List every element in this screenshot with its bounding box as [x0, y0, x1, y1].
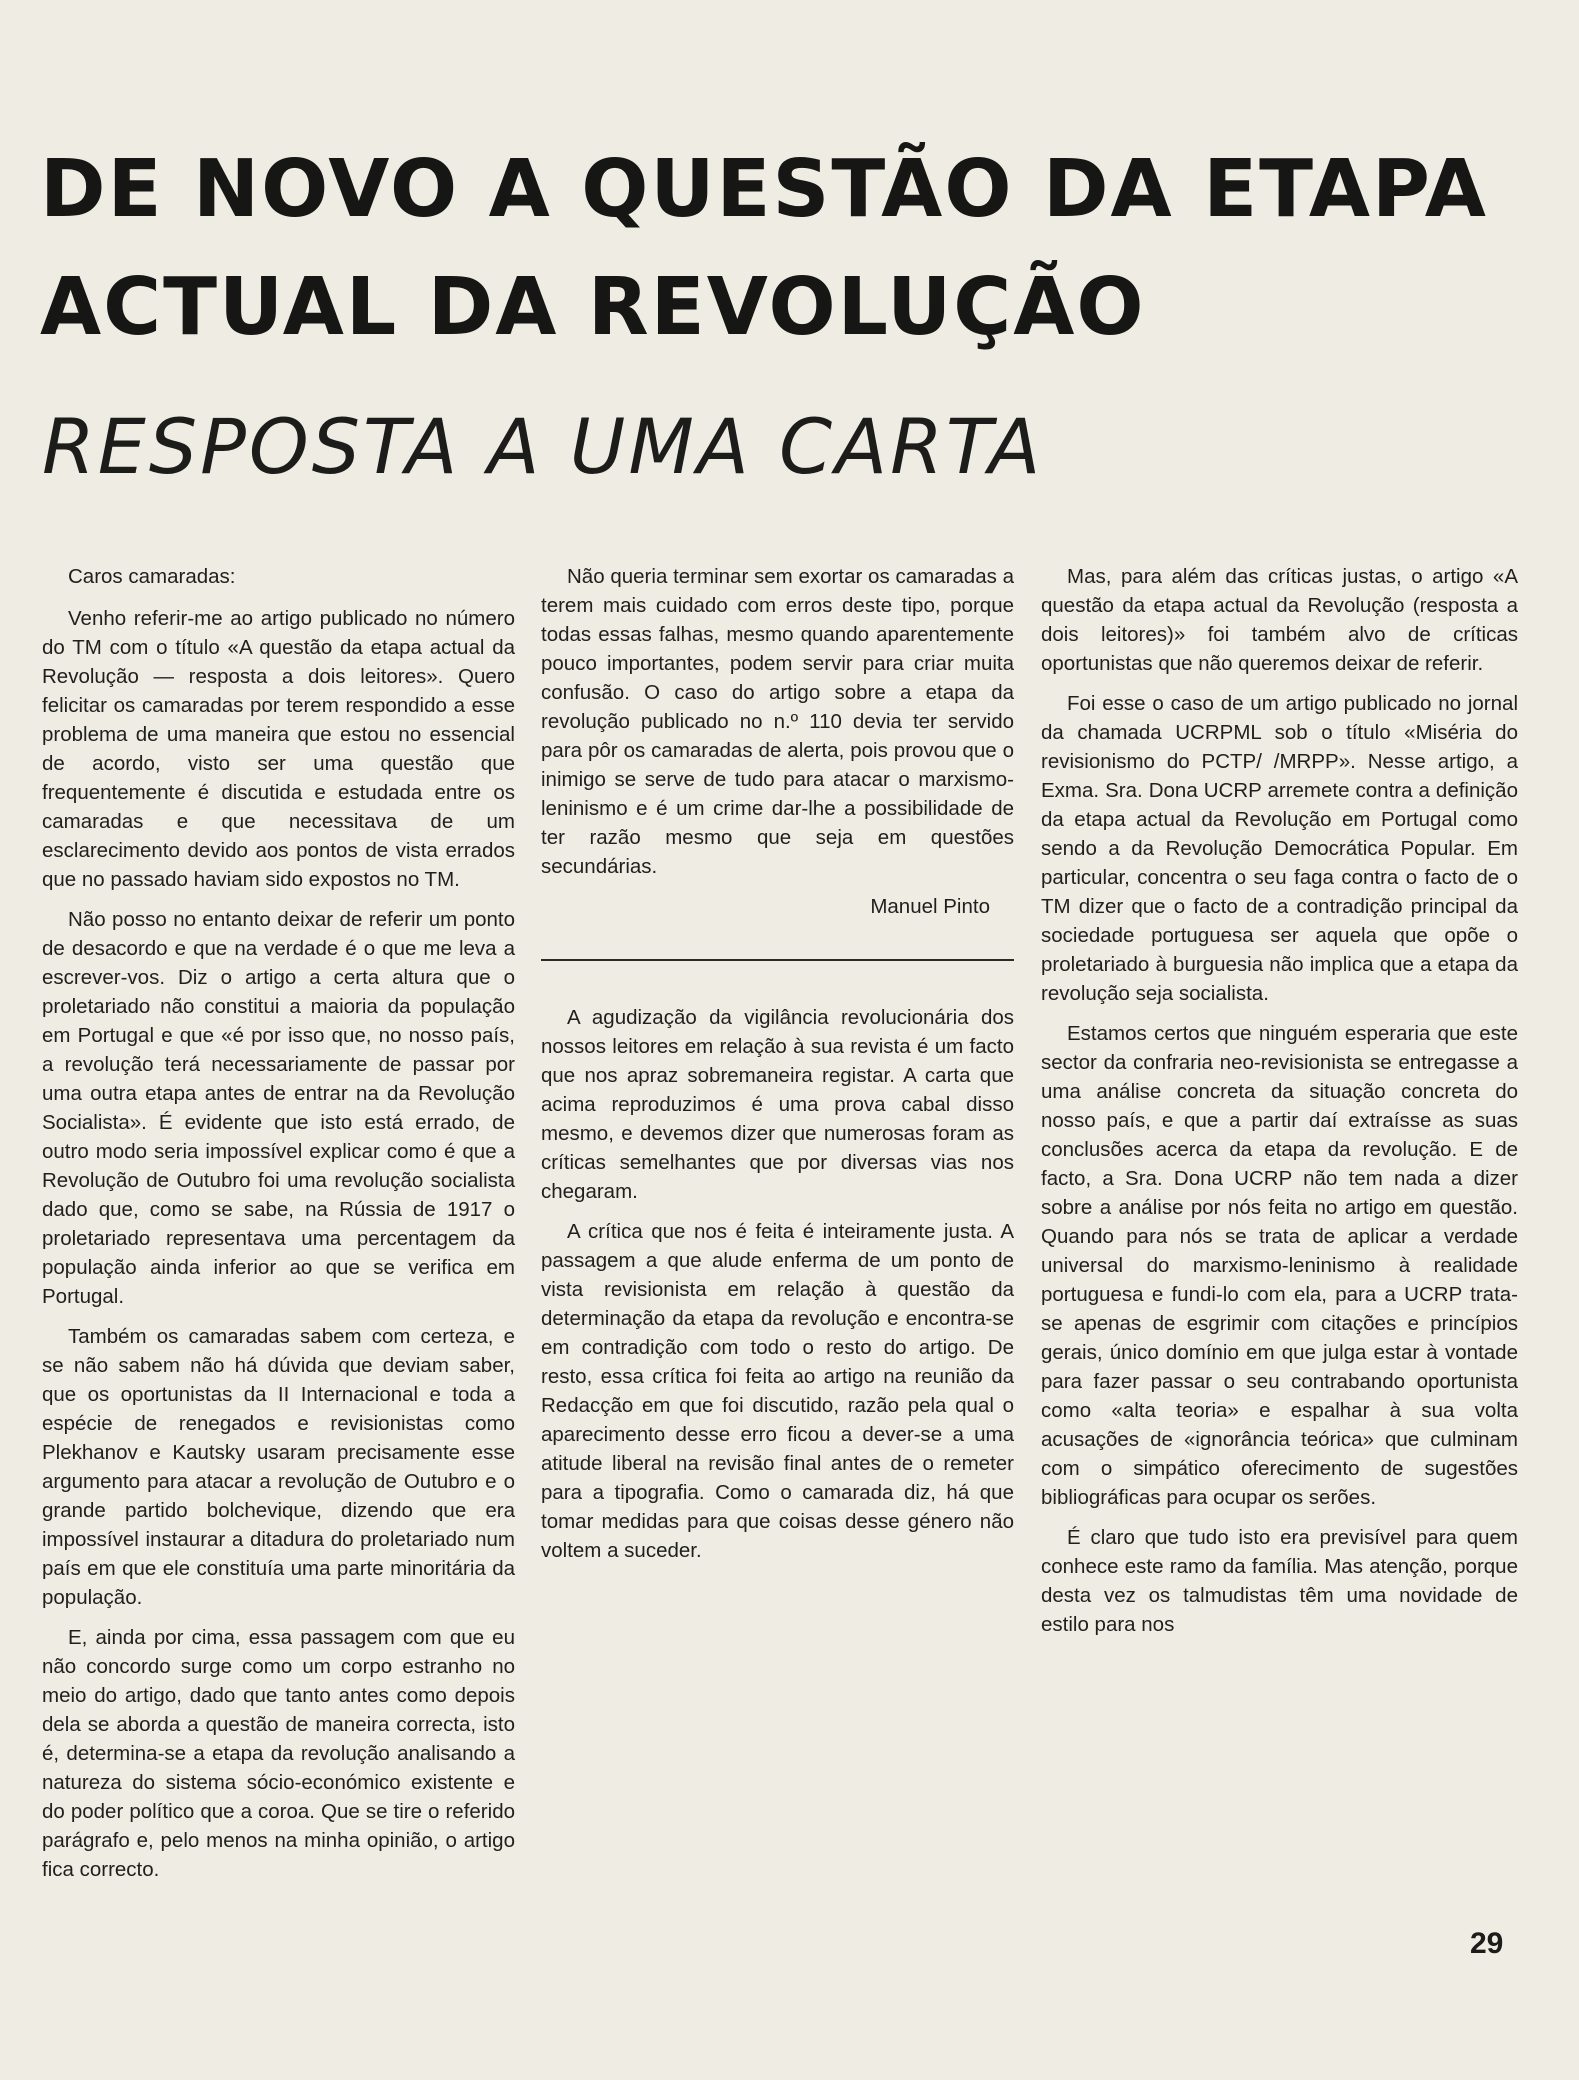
text-column-3: [1041, 562, 1518, 1650]
text-column-2: [541, 562, 1014, 1576]
letter-salutation: Caros camaradas:: [68, 565, 236, 588]
reply-paragraph-1: A agudização da vigilância revolucionária dos nossos leitores em relação à sua revista é um facto que nos apraz sobremaneira registar. A carta que acima reproduzimos é uma prova cabal disso mesmo, e devemos dizer que numerosas foram as críticas semelhantes que por diversas vias nos chegaram.: [541, 1006, 1014, 1203]
letter-paragraph-4: E, ainda por cima, essa passagem com que eu não concordo surge como um corpo estranho no meio do artigo, dado que tanto antes como depois dela se aborda a questão de maneira correcta, isto é, determina-se a etapa da revolução analisando a natureza do sistema sócio-económico existente e do poder político que a coroa. Que se tire o referido parágrafo e, pelo menos na minha opinião, o artigo fica correcto.: [42, 1626, 515, 1881]
letter-paragraph-3: Também os camaradas sabem com certeza, e se não sabem não há dúvida que deviam saber, que os oportunistas da II Internacional e toda a espécie de renegados e revisionistas como Plekhanov e Kautsky usaram precisamente esse argumento para atacar a revolução de Outubro e o grande partido bolchevique, dizendo que era impossível instaurar a ditadura do proletariado num país em que ele constituía uma parte minoritária da população.: [42, 1325, 515, 1609]
letter-paragraph-2: Não posso no entanto deixar de referir um ponto de desacordo e que na verdade é o que me leva a escrever-vos. Diz o artigo a certa altura que o proletariado não constitui a maioria da população em Portugal e que «é por isso que, no nosso país, a revolução terá necessariamente de passar por uma outra etapa antes de entrar na da Revolução Socialista». É evidente que isto está errado, de outro modo seria impossível explicar como é que a Revolução de Outubro foi uma revolução socialista dado que, como se sabe, na Rússia de 1917 o proletariado representava uma percentagem da população ainda inferior ao que se verifica em Portugal.: [42, 908, 515, 1308]
headline-line-2: ACTUAL DA REVOLUÇÃO: [40, 261, 1146, 353]
reply-paragraph-2: A crítica que nos é feita é inteiramente justa. A passagem a que alude enferma de um ponto de vista revisionista em relação à questão da determinação da etapa da revolução e encontra-se em contradição com todo o resto do artigo. De resto, essa crítica foi feita ao artigo na reunião da Redacção em que foi discutido, razão pela qual o aparecimento desse erro ficou a dever-se a uma atitude liberal na revisão final antes de o remeter para a tipografia. Como o camarada diz, há que tomar medidas para que coisas desse género não voltem a suceder.: [541, 1220, 1014, 1562]
reply-paragraph-3: Mas, para além das críticas justas, o artigo «A questão da etapa actual da Revolução (resposta a dois leitores)» foi também alvo de críticas oportunistas que não queremos deixar de referir.: [1041, 565, 1518, 675]
section-divider: [541, 959, 1014, 961]
page-number: 29: [1470, 1927, 1504, 1960]
letter-paragraph-1: Venho referir-me ao artigo publicado no número do TM com o título «A questão da etapa actual da Revolução — resposta a dois leitores». Quero felicitar os camaradas por terem respondido a esse problema de uma maneira que estou no essencial de acordo, visto ser uma questão que frequentemente é discutida e estudada entre os camaradas e que necessitava de um esclarecimento devido aos pontos de vista errados que no passado haviam sido expostos no TM.: [42, 607, 515, 891]
reply-paragraph-6: É claro que tudo isto era previsível para quem conhece este ramo da família. Mas atenção, porque desta vez os talmudistas têm uma novidade de estilo para nos: [1041, 1526, 1518, 1636]
article-headline: [40, 130, 1540, 366]
headline-line-1: DE NOVO A QUESTÃO DA ETAPA: [40, 143, 1488, 235]
article-subtitle: RESPOSTA A UMA CARTA: [42, 402, 1044, 491]
text-column-1: [42, 562, 515, 1895]
letter-paragraph-5: Não queria terminar sem exortar os camaradas a terem mais cuidado com erros deste tipo, porque todas essas falhas, mesmo quando aparentemente pouco importantes, podem servir para criar muita confusão. O caso do artigo sobre a etapa da revolução publicado no n.º 110 devia ter servido para pôr os camaradas de alerta, pois provou que o inimigo se serve de tudo para atacar o marxismo-leninismo e é um crime dar-lhe a possibilidade de ter razão mesmo que seja em questões secundárias.: [541, 565, 1014, 878]
reply-paragraph-5: Estamos certos que ninguém esperaria que este sector da confraria neo-revisionista se entregasse a uma análise concreta da situação concreta do nosso país, e que a partir daí extraísse as suas conclusões acerca da etapa da revolução. E de facto, a Sra. Dona UCRP não tem nada a dizer sobre a análise por nós feita no artigo em questão. Quando para nós se trata de aplicar a verdade universal do marxismo-leninismo à realidade portuguesa e fundi-lo com ela, para a UCRP trata-se apenas de esgrimir com citações e princípios gerais, único domínio em que julga estar à vontade para fazer passar o seu contrabando oportunista como «alta teoria» e espalhar à sua volta acusações de «ignorância teórica» que culminam com o simpático oferecimento de sugestões bibliográficas para ocupar os serões.: [1041, 1022, 1518, 1509]
reply-paragraph-4: Foi esse o caso de um artigo publicado no jornal da chamada UCRPML sob o título «Miséria do revisionismo do PCTP/ /MRPP». Nesse artigo, a Exma. Sra. Dona UCRP arremete contra a definição da etapa actual da Revolução em Portugal como sendo a da Revolução Democrática Popular. Em particular, concentra o seu faga contra o facto de o TM dizer que o facto de a contradição principal da sociedade portuguesa ser aquela que opõe o proletariado à burguesia não implica que a etapa da revolução seja socialista.: [1041, 692, 1518, 1005]
letter-signature: Manuel Pinto: [870, 895, 990, 918]
